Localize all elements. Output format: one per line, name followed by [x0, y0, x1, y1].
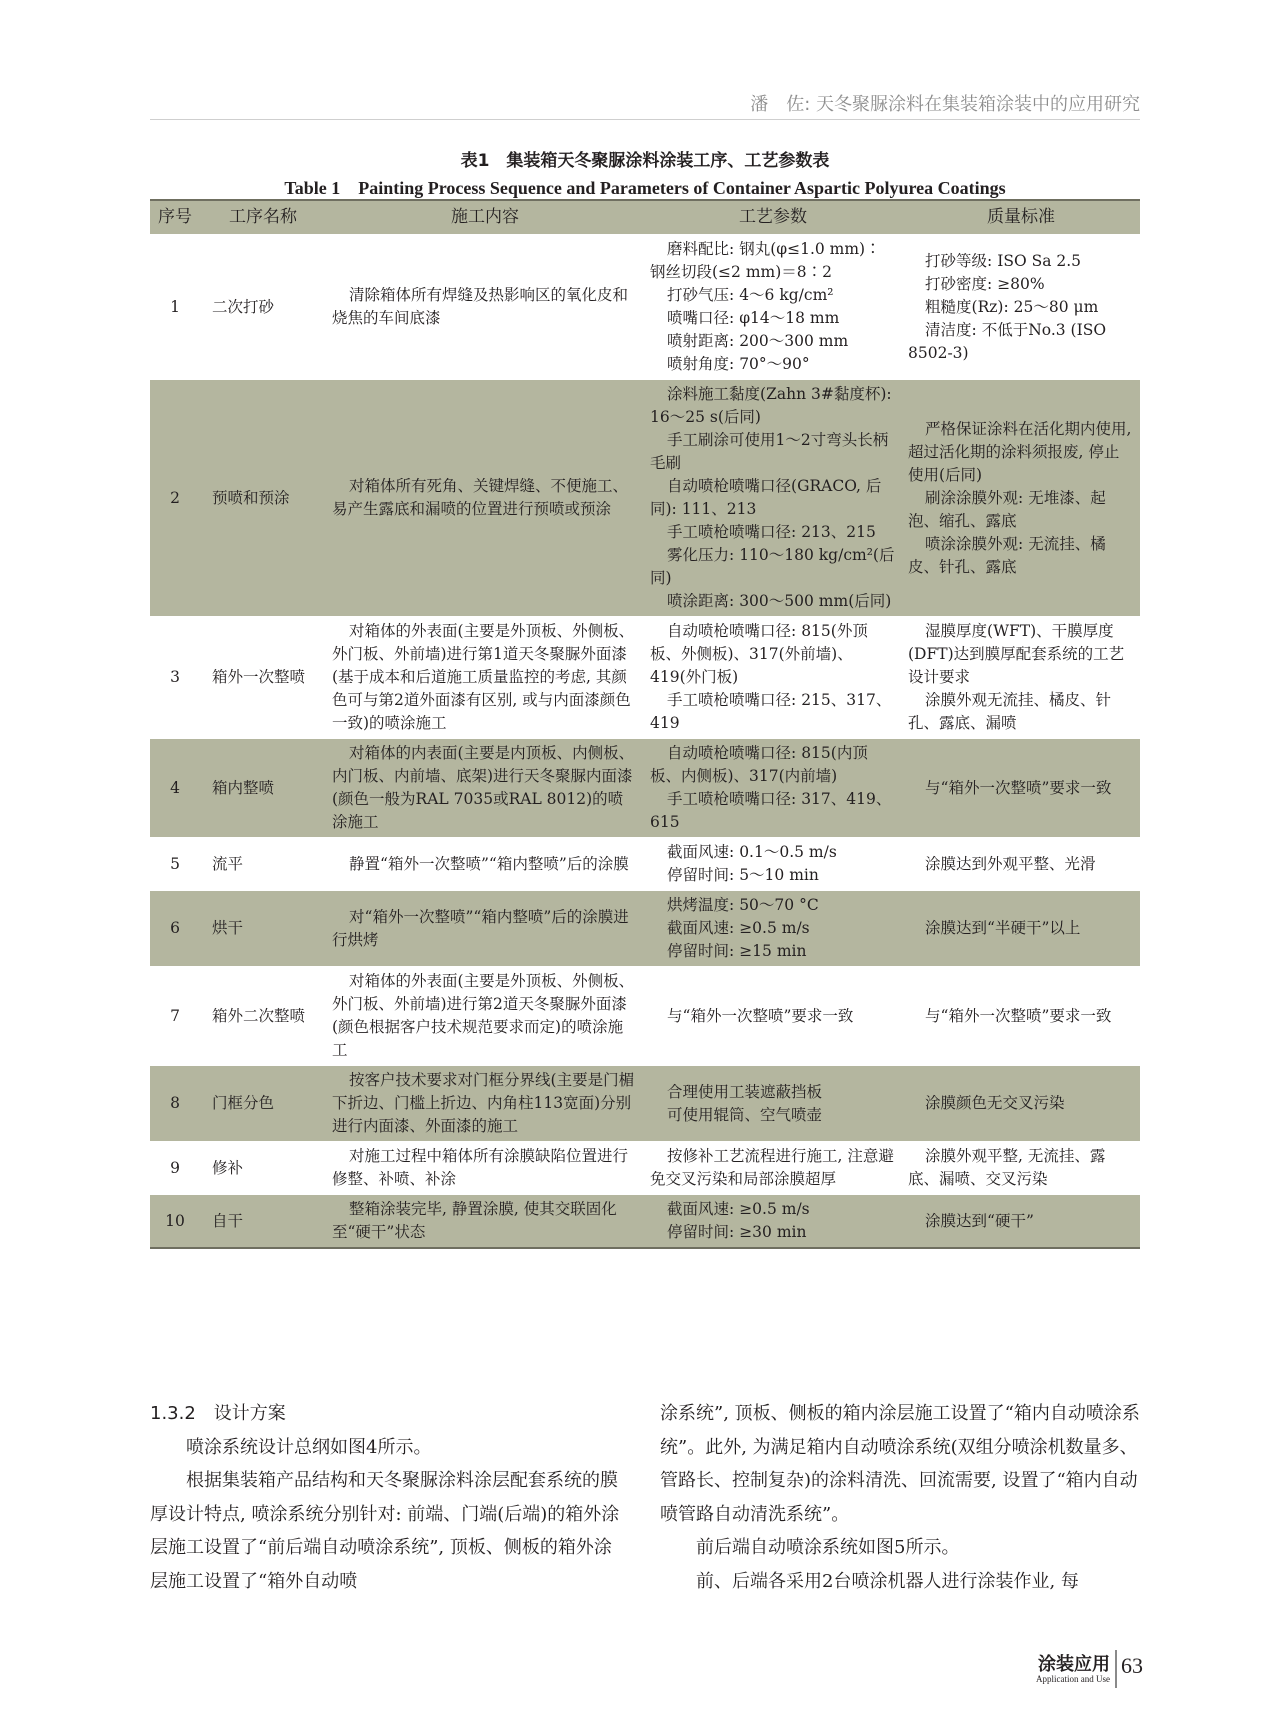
table-body: [150, 235, 1140, 1249]
cell-params: [644, 1142, 902, 1195]
cell-standard-line: 粗糙度(Rz): 25～80 μm: [925, 297, 1099, 316]
cell-standard-line: 清洁度: 不低于No.3 (ISO 8502-3): [908, 320, 1107, 362]
table-header-row: [150, 200, 1140, 235]
cell-params: [644, 1195, 902, 1249]
cell-params-line: 磨料配比: 钢丸(φ≤1.0 mm)∶钢丝切段(≤2 mm)＝8∶2: [650, 240, 881, 281]
cell-content-line: 对箱体的内表面(主要是内顶板、内侧板、内门板、内前墙、底架)进行天冬聚脲内面漆(颜色一般为RAL 7035或RAL 8012)的喷涂施工: [332, 744, 635, 831]
cell-params: [644, 891, 902, 967]
cell-no: 6: [150, 891, 200, 967]
cell-no: 9: [170, 1158, 180, 1177]
cell-params-line: 自动喷枪喷嘴口径: 815(内顶板、内侧板)、317(内前墙): [650, 744, 868, 785]
cell-standard: [902, 838, 1140, 891]
cell-standard-line: 湿膜厚度(WFT)、干膜厚度(DFT)达到膜厚配套系统的工艺设计要求: [908, 622, 1125, 686]
body-right-column: [660, 1397, 1140, 1598]
cell-standard: [902, 617, 1140, 739]
col-header-name: 工序名称: [200, 200, 326, 235]
cell-process-name: 二次打砂: [212, 297, 275, 316]
cell-params-line: 喷射距离: 200～300 mm: [667, 332, 849, 350]
body-left-column: [150, 1397, 620, 1598]
table-row: [150, 1066, 1140, 1142]
cell-no: 5: [170, 854, 180, 873]
body-paragraph: 前后端自动喷涂系统如图5所示。: [696, 1537, 960, 1558]
cell-process-name: 箱外一次整喷: [212, 668, 306, 686]
table-caption-en: Table 1 Painting Process Sequence and Parameters of Container Aspartic Polyurea Coatings: [284, 178, 1006, 198]
cell-params-line: 手工刷涂可使用1～2寸弯头长柄毛刷: [650, 431, 889, 472]
cell-params: [644, 235, 902, 380]
table-row: [150, 891, 1140, 967]
cell-params: [644, 967, 902, 1066]
cell-content-line: 对箱体的外表面(主要是外顶板、外侧板、外门板、外前墙)进行第2道天冬聚脲外面漆(颜色根据客户技术规范要求而定)的喷涂施工: [332, 972, 635, 1059]
cell-standard-line: 刷涂涂膜外观: 无堆漆、起泡、缩孔、露底: [908, 488, 1106, 530]
cell-no: 3: [170, 668, 180, 686]
col-header-content: 施工内容: [326, 200, 644, 235]
cell-standard-line: 涂膜达到“半硬干”以上: [925, 919, 1081, 937]
cell-standard-line: 涂膜达到“硬干”: [925, 1211, 1034, 1230]
table-row: [150, 235, 1140, 380]
table-caption-cn: 表1 集装箱天冬聚脲涂料涂装工序、工艺参数表: [460, 151, 830, 171]
cell-params-line: 烘烤温度: 50～70 °C: [667, 896, 819, 914]
cell-no: 4: [150, 739, 200, 838]
cell-content-line: 对箱体的外表面(主要是外顶板、外侧板、外门板、外前墙)进行第1道天冬聚脲外面漆(基于成本和后道施工质量监控的考虑, 其颜色可与第2道外面漆有区别, 或与内面漆颜色一致)的喷涂施工: [332, 622, 635, 732]
cell-no: 7: [170, 1006, 180, 1025]
table-row: [150, 1195, 1140, 1249]
cell-content: [326, 1195, 644, 1249]
cell-standard-line: 喷涂涂膜外观: 无流挂、橘皮、针孔、露底: [908, 534, 1106, 576]
cell-params-line: 喷射角度: 70°～90°: [667, 355, 810, 373]
cell-process-name: 箱内整喷: [200, 739, 326, 838]
cell-content-line: 整箱涂装完毕, 静置涂膜, 使其交联固化至“硬干”状态: [332, 1200, 617, 1241]
cell-content: [326, 380, 644, 617]
cell-standard: [902, 1066, 1140, 1142]
body-paragraph: 涂系统”, 顶板、侧板的箱内涂层施工设置了“箱内自动喷涂系统”。此外, 为满足箱内自动喷涂系统(双组分喷涂机数量多、管路长、控制复杂)的涂料清洗、回流需要, 设置了“箱内自动喷管路自动清洗系统”。: [660, 1403, 1140, 1525]
process-table: [150, 199, 1140, 1249]
cell-params-line: 截面风速: 0.1～0.5 m/s: [667, 843, 837, 861]
cell-content-line: 清除箱体所有焊缝及热影响区的氧化皮和烧焦的车间底漆: [332, 286, 629, 327]
cell-no: 8: [150, 1066, 200, 1142]
cell-content: [326, 838, 644, 891]
cell-no: 2: [150, 380, 200, 617]
cell-standard: [902, 739, 1140, 838]
cell-params-line: 手工喷枪喷嘴口径: 317、419、615: [650, 790, 892, 831]
cell-params-line: 合理使用工装遮蔽挡板: [667, 1082, 823, 1101]
footer-column-subtitle: Application and Use: [1036, 1674, 1110, 1684]
cell-params: [644, 1066, 902, 1142]
table-row: [150, 1142, 1140, 1195]
cell-params-line: 停留时间: ≥30 min: [667, 1223, 807, 1241]
cell-standard: [902, 967, 1140, 1066]
table-row: [150, 617, 1140, 739]
footer-divider: [1115, 1650, 1117, 1688]
cell-params-line: 停留时间: ≥15 min: [667, 942, 807, 960]
cell-standard: [902, 1195, 1140, 1249]
cell-params: [644, 739, 902, 838]
cell-content-line: 静置“箱外一次整喷”“箱内整喷”后的涂膜: [349, 854, 629, 873]
cell-params-line: 喷嘴口径: φ14～18 mm: [667, 309, 840, 327]
cell-params-line: 自动喷枪喷嘴口径(GRACO, 后同): 111、213: [650, 477, 882, 518]
cell-content-line: 对施工过程中箱体所有涂膜缺陷位置进行修整、补喷、补涂: [332, 1147, 629, 1188]
cell-params-line: 手工喷枪喷嘴口径: 215、317、419: [650, 691, 892, 732]
cell-standard: [902, 891, 1140, 967]
cell-content: [326, 1066, 644, 1142]
cell-content: [326, 967, 644, 1066]
cell-content: [326, 1142, 644, 1195]
page-number: 63: [1121, 1653, 1143, 1678]
cell-standard: [902, 1142, 1140, 1195]
cell-standard: [902, 380, 1140, 617]
footer-column-title: 涂装应用: [1038, 1654, 1110, 1675]
cell-params-line: 自动喷枪喷嘴口径: 815(外顶板、外侧板)、317(外前墙)、419(外门板): [650, 622, 868, 686]
cell-standard-line: 打砂等级: ISO Sa 2.5: [925, 251, 1082, 270]
cell-params-line: 截面风速: ≥0.5 m/s: [667, 1200, 810, 1218]
cell-params-line: 涂料施工黏度(Zahn 3#黏度杯): 16～25 s(后同): [650, 385, 892, 426]
cell-standard: [902, 235, 1140, 380]
cell-params-line: 雾化压力: 110～180 kg/cm²(后同): [650, 546, 895, 587]
cell-content-line: 对箱体所有死角、关键焊缝、不便施工、易产生露底和漏喷的位置进行预喷或预涂: [332, 477, 629, 518]
cell-process-name: 箱外二次整喷: [212, 1006, 306, 1025]
section-title: 1.3.2 设计方案: [150, 1403, 286, 1424]
table-row: [150, 739, 1140, 838]
cell-params-line: 停留时间: 5～10 min: [667, 866, 819, 884]
cell-no: 1: [170, 297, 180, 316]
cell-params-line: 喷涂距离: 300～500 mm(后同): [667, 592, 892, 610]
cell-process-name: 烘干: [200, 891, 326, 967]
cell-standard-line: 打砂密度: ≥80%: [925, 274, 1045, 293]
cell-params: [644, 380, 902, 617]
cell-standard-line: 严格保证涂料在活化期内使用, 超过活化期的涂料须报废, 停止使用(后同): [908, 419, 1132, 484]
cell-process-name: 修补: [212, 1158, 244, 1177]
cell-content: [326, 617, 644, 739]
cell-params-line: 手工喷枪喷嘴口径: 213、215: [667, 523, 876, 541]
cell-content: [326, 235, 644, 380]
cell-standard-line: 涂膜达到外观平整、光滑: [925, 854, 1096, 873]
cell-params: [644, 617, 902, 739]
cell-standard-line: 与“箱外一次整喷”要求一致: [925, 1006, 1112, 1025]
table-row: [150, 380, 1140, 617]
cell-params: [644, 838, 902, 891]
cell-standard-line: 涂膜颜色无交叉污染: [925, 1094, 1065, 1112]
cell-params-line: 截面风速: ≥0.5 m/s: [667, 919, 810, 937]
cell-content: [326, 739, 644, 838]
cell-no: 10: [150, 1195, 200, 1249]
cell-content-line: 对“箱外一次整喷”“箱内整喷”后的涂膜进行烘烤: [332, 907, 629, 949]
body-paragraph: 根据集装箱产品结构和天冬聚脲涂料涂层配套系统的膜厚设计特点, 喷涂系统分别针对: 前端、门端(后端)的箱外涂层施工设置了“前后端自动喷涂系统”, 顶板、侧板的箱外涂层施工设置了“箱外自动喷: [150, 1470, 620, 1592]
cell-standard-line: 涂膜外观无流挂、橘皮、针孔、露底、漏喷: [908, 691, 1112, 732]
cell-params-line: 与“箱外一次整喷”要求一致: [667, 1006, 854, 1025]
cell-content: [326, 891, 644, 967]
col-header-standard: 质量标准: [902, 200, 1140, 235]
cell-params-line: 按修补工艺流程进行施工, 注意避免交叉污染和局部涂膜超厚: [650, 1147, 894, 1188]
table-row: [150, 967, 1140, 1066]
cell-process-name: 门框分色: [200, 1066, 326, 1142]
cell-standard-line: 与“箱外一次整喷”要求一致: [925, 778, 1112, 797]
running-header: 潘 佐: 天冬聚脲涂料在集装箱涂装中的应用研究: [750, 94, 1140, 115]
cell-process-name: 流平: [212, 854, 244, 873]
cell-params-line: 可使用辊筒、空气喷壶: [667, 1105, 823, 1124]
header-rule: [150, 119, 1140, 120]
table-row: [150, 838, 1140, 891]
body-paragraph: 前、后端各采用2台喷涂机器人进行涂装作业, 每: [696, 1570, 1079, 1592]
cell-process-name: 自干: [200, 1195, 326, 1249]
col-header-no: 序号: [150, 200, 200, 235]
cell-content-line: 按客户技术要求对门框分界线(主要是门楣下折边、门槛上折边、内角柱113宽面)分别进行内面漆、外面漆的施工: [332, 1071, 635, 1135]
cell-process-name: 预喷和预涂: [200, 380, 326, 617]
body-paragraph: 喷涂系统设计总纲如图4所示。: [186, 1436, 432, 1458]
cell-standard-line: 涂膜外观平整, 无流挂、露底、漏喷、交叉污染: [908, 1147, 1106, 1188]
cell-params-line: 打砂气压: 4～6 kg/cm²: [667, 286, 834, 304]
col-header-params: 工艺参数: [644, 200, 902, 235]
